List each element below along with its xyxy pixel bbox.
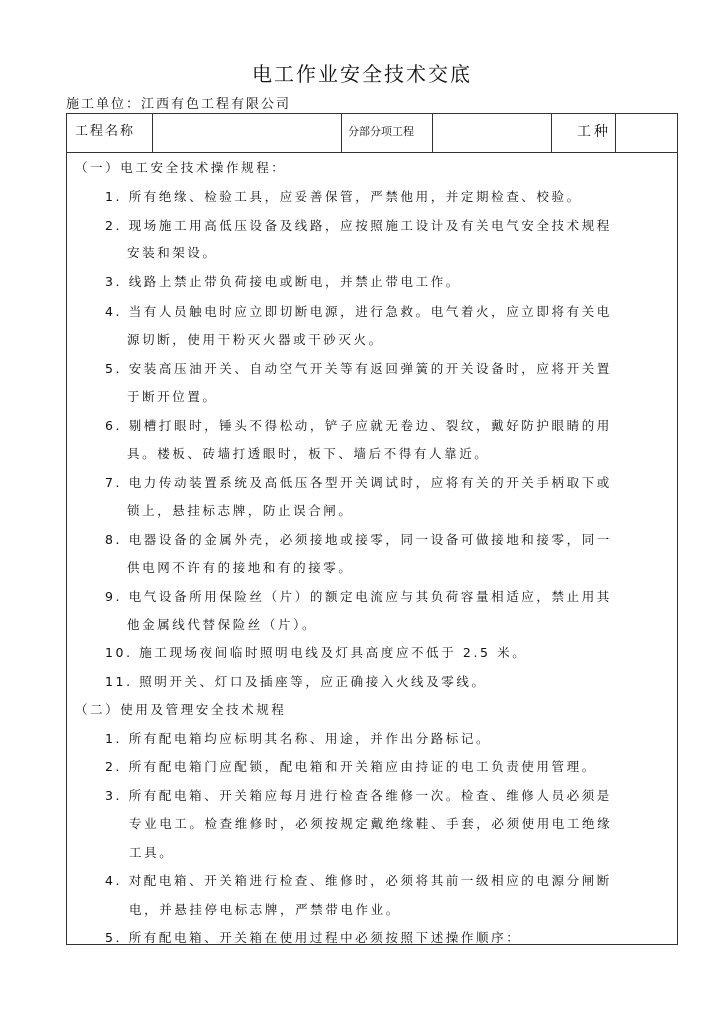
disclosure-table bbox=[66, 113, 678, 945]
section-heading: （二）使用及管理安全技术规程 bbox=[75, 702, 287, 717]
rule-line: 源切断，使用干粉灭火器或干砂灭火。 bbox=[127, 332, 384, 347]
construction-unit: 施工单位：江西有色工程有限公司 bbox=[66, 97, 292, 112]
document-title: 电工作业安全技术交底 bbox=[252, 62, 472, 86]
rule-line: 5. 所有配电箱、开关箱在使用过程中必须按照下述操作顺序： bbox=[105, 930, 522, 945]
rule-line: 专业电工。检查维修时，必须按规定戴绝缘鞋、手套，必须使用电工绝缘 bbox=[129, 816, 613, 831]
trade-label: 工种 bbox=[577, 124, 611, 140]
column-divider bbox=[152, 114, 153, 152]
column-divider bbox=[432, 114, 433, 152]
project-name-label: 工程名称 bbox=[75, 124, 136, 139]
rule-line: 10. 施工现场夜间临时照明电线及灯具高度应不低于 2.5 米。 bbox=[105, 645, 528, 660]
column-divider bbox=[551, 114, 552, 152]
rule-line: 2. 现场施工用高低压设备及线路，应按照施工设计及有关电气安全技术规程 bbox=[105, 218, 612, 233]
rule-line: 供电网不许有的接地和有的接零。 bbox=[127, 560, 354, 575]
rule-line: 8. 电器设备的金属外壳，必须接地或接零，同一设备可做接地和接零，同一 bbox=[105, 532, 612, 547]
rule-line: 于断开位置。 bbox=[127, 389, 218, 404]
rule-line: 锁上，悬挂标志牌，防止误合闸。 bbox=[127, 503, 354, 518]
rule-line: 4. 对配电箱、开关箱进行检查、维修时，必须将其前一级相应的电源分闸断 bbox=[105, 873, 612, 888]
column-divider bbox=[615, 114, 616, 152]
sub-project-label: 分部分项工程 bbox=[348, 125, 414, 138]
rule-line: 3. 所有配电箱、开关箱应每月进行检查各维修一次。检查、维修人员必须是 bbox=[105, 788, 612, 803]
rule-line: 工具。 bbox=[129, 845, 175, 860]
rule-line: 电，并悬挂停电标志牌，严禁带电作业。 bbox=[129, 902, 401, 917]
rule-line: 3. 线路上禁止带负荷接电或断电，并禁止带电工作。 bbox=[105, 274, 461, 289]
section-heading: （一）电工安全技术操作规程： bbox=[75, 160, 287, 175]
rule-line: 6. 剔槽打眼时，锤头不得松动，铲子应就无卷边、裂纹，戴好防护眼睛的用 bbox=[105, 418, 612, 433]
rule-line: 2. 所有配电箱门应配锁，配电箱和开关箱应由持证的电工负责使用管理。 bbox=[105, 759, 597, 774]
rule-line: 他金属线代替保险丝（片）。 bbox=[127, 617, 318, 632]
rule-line: 4. 当有人员触电时应立即切断电源，进行急救。电气着火，应立即将有关电 bbox=[105, 304, 612, 319]
rule-line: 安装和架设。 bbox=[127, 245, 218, 260]
rule-line: 具。楼板、砖墙打透眼时，板下、墙后不得有人靠近。 bbox=[127, 446, 490, 461]
rule-line: 5. 安装高压油开关、自动空气开关等有返回弹簧的开关设备时，应将开关置 bbox=[105, 361, 612, 376]
rule-line: 1. 所有绝缘、检验工具，应妥善保管，严禁他用，并定期检查、校验。 bbox=[105, 189, 582, 204]
column-divider bbox=[341, 114, 342, 152]
rule-line: 11. 照明开关、灯口及插座等，应正确接入火线及零线。 bbox=[105, 674, 487, 689]
rule-line: 9. 电气设备所用保险丝（片）的额定电流应与其负荷容量相适应，禁止用其 bbox=[105, 589, 612, 604]
rule-line: 1. 所有配电箱均应标明其名称、用途，并作出分路标记。 bbox=[105, 731, 492, 746]
table-header-row bbox=[67, 114, 677, 153]
rule-line: 7. 电力传动装置系统及高低压各型开关调试时，应将有关的开关手柄取下或 bbox=[105, 475, 612, 490]
